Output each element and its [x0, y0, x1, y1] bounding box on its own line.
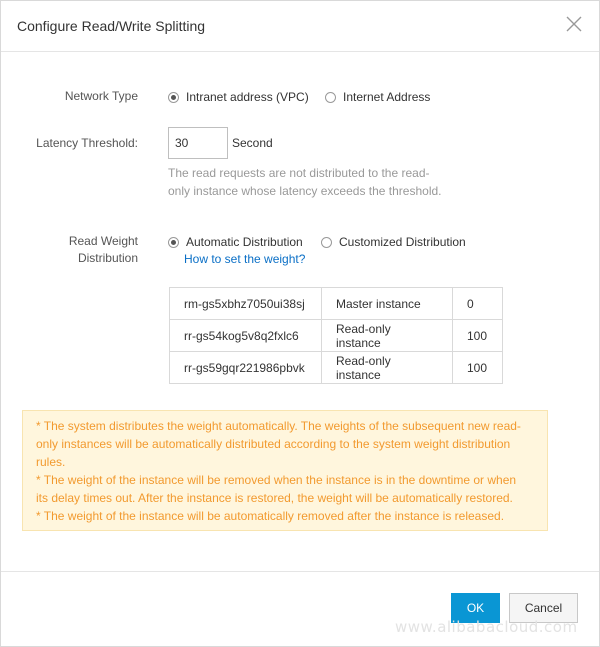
weight-notice-box	[22, 410, 548, 531]
latency-help-line: only instance whose latency exceeds the threshold.	[168, 184, 442, 198]
cancel-button[interactable]: Cancel	[509, 593, 578, 623]
notice-line: * The weight of the instance will be automatically removed after the instance is released.	[36, 509, 505, 523]
how-to-set-weight-link[interactable]: How to set the weight?	[184, 252, 306, 266]
instance-role-cell: Read-only instance	[322, 320, 453, 352]
notice-line: * The system distributes the weight automatically. The weights of the subsequent new read-	[36, 419, 521, 433]
instance-weight-cell: 100	[453, 320, 503, 352]
table-row	[170, 352, 503, 384]
notice-line: only instances will be automatically distributed according to the system weight distribution	[36, 437, 511, 451]
instance-id-cell: rr-gs54kog5v8q2fxlc6	[170, 320, 322, 352]
network-type-label: Network Type	[64, 89, 138, 103]
instance-role-cell: Read-only instance	[322, 352, 453, 384]
latency-help-line: The read requests are not distributed to the read-	[168, 166, 430, 180]
latency-threshold-label: Latency Threshold:	[36, 136, 138, 150]
latency-threshold-input[interactable]	[168, 127, 228, 159]
latency-help-text	[168, 164, 458, 200]
read-weight-label-line: Read Weight	[68, 234, 138, 248]
radio-selected-icon	[168, 237, 179, 248]
instance-weight-cell: 100	[453, 352, 503, 384]
radio-customized-distribution[interactable]	[321, 235, 466, 249]
radio-unselected-icon	[325, 92, 336, 103]
radio-intranet-vpc[interactable]	[168, 90, 309, 104]
latency-unit: Second	[232, 136, 273, 150]
instance-weight-table	[169, 287, 503, 384]
radio-selected-icon	[168, 92, 179, 103]
instance-id-cell: rr-gs59gqr221986pbvk	[170, 352, 322, 384]
instance-weight-cell: 0	[453, 288, 503, 320]
radio-intranet-label: Intranet address (VPC)	[186, 90, 309, 104]
radio-automatic-label: Automatic Distribution	[186, 235, 303, 249]
instance-role-cell: Master instance	[322, 288, 453, 320]
radio-customized-label: Customized Distribution	[339, 235, 466, 249]
close-icon[interactable]	[563, 13, 585, 35]
instance-id-cell: rm-gs5xbhz7050ui38sj	[170, 288, 322, 320]
read-weight-label	[21, 233, 138, 267]
notice-line: its delay times out. After the instance is restored, the weight will be automatically restored.	[36, 491, 513, 505]
table-row	[170, 320, 503, 352]
radio-automatic-distribution[interactable]	[168, 235, 303, 249]
dialog-title: Configure Read/Write Splitting	[17, 18, 206, 34]
table-row	[170, 288, 503, 320]
radio-unselected-icon	[321, 237, 332, 248]
dialog-header	[1, 1, 599, 52]
notice-line: * The weight of the instance will be removed when the instance is in the downtime or when	[36, 473, 517, 487]
radio-internet-label: Internet Address	[343, 90, 431, 104]
read-weight-label-line: Distribution	[77, 251, 138, 265]
watermark: www.alibabacloud.com	[395, 618, 578, 636]
notice-line: rules.	[36, 455, 66, 469]
ok-button[interactable]: OK	[451, 593, 500, 623]
radio-internet-address[interactable]	[325, 90, 430, 104]
